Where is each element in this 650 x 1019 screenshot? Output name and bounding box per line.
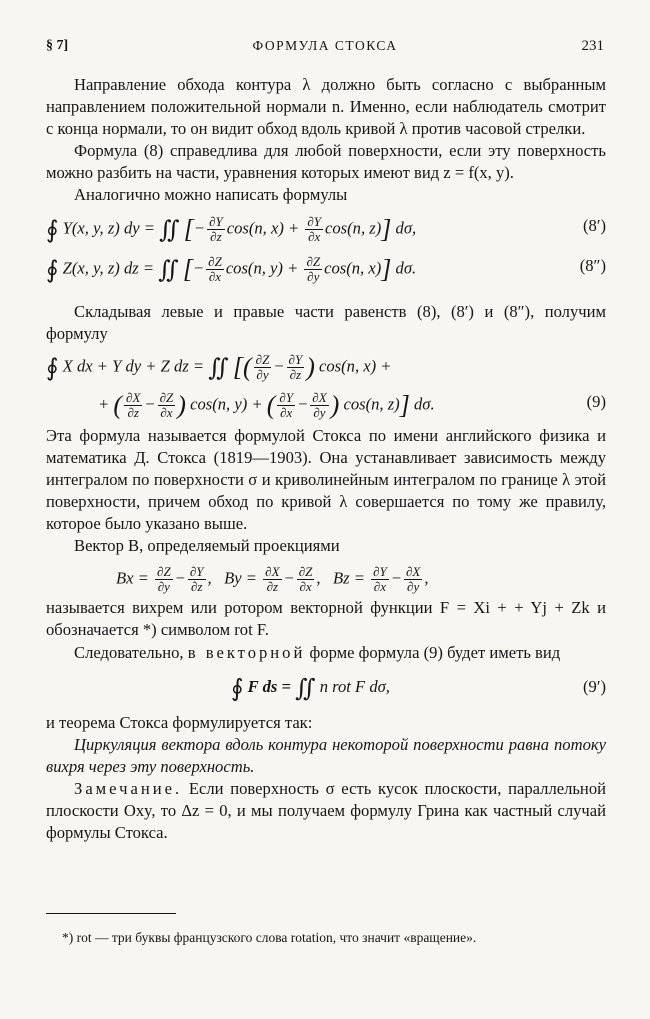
eq9-term2: cos(n, y) + xyxy=(190,394,263,414)
section-mark: § 7] xyxy=(46,38,69,53)
paragraph-5: Эта формула называется формулой Стокса по имени английского физика и математика Д. Стокса (1819—1903). Она устанавливает зависимость между интегралом по поверхности σ и криволинейным интегралом по границе λ этой поверхности, причем обход по кривой λ совершается по тому же правилу, которое было указано выше. xyxy=(46,425,606,534)
eqB-bz: Bz = xyxy=(332,568,365,588)
paragraph-8-start: Следовательно, xyxy=(74,642,184,662)
double-integral-sign: ∬ xyxy=(159,216,180,243)
double-integral-sign: ∬ xyxy=(158,256,179,283)
paragraph-10-theorem: Циркуляция вектора вдоль контура некоторой поверхности равна потоку вихря через эту поверхность. xyxy=(46,734,606,776)
paragraph-4: Складывая левые и правые части равенств (8), (8′) и (8″), получим формулу xyxy=(46,301,606,343)
eq8pp-lhs: Z(x, y, z) dz = xyxy=(62,257,155,277)
equation-9-prime xyxy=(46,664,606,712)
paragraph-11 xyxy=(46,778,606,844)
eqB-bx: Bx = xyxy=(116,568,149,588)
eq8p-lhs: Y(x, y, z) dy = xyxy=(62,217,155,237)
eq9-term1: cos(n, x) + xyxy=(319,356,392,376)
paragraph-8 xyxy=(46,642,606,664)
paragraph-7: называется вихрем или ротором векторной функции F = Xi + + Yj + Zk и обозначается *) символом rot F. xyxy=(46,598,606,640)
double-integral-sign: ∬ xyxy=(295,675,316,702)
contour-integral-sign: ∮ xyxy=(231,675,244,702)
eq8pp-term2: cos(n, x) xyxy=(324,257,382,277)
eq8p-end: dσ, xyxy=(395,217,417,237)
eq8p-number: (8′) xyxy=(583,215,606,235)
eq8p-term2: cos(n, z) xyxy=(325,217,382,237)
running-header xyxy=(46,38,604,58)
page-number: 231 xyxy=(581,38,604,54)
eqB-by: By = xyxy=(224,568,257,588)
paragraph-2: Формула (8) справедлива для любой поверхности, если эту поверхность можно разбить на части, уравнения которых имеют вид z = f(x, y). xyxy=(46,141,606,183)
page-body xyxy=(46,74,606,844)
paragraph-1: Направление обхода контура λ должно быть согласно с выбранным направлением положительной нормали n. Именно, если наблюдатель смотрит с конца нормали, то он видит обход вдоль кривой λ против часовой стрелки. xyxy=(46,75,606,139)
paragraph-8-end: форме формула (9) будет иметь вид xyxy=(309,642,561,662)
paragraph-6: Вектор B, определяемый проекциями xyxy=(74,536,340,556)
equation-B: Bx = $\frac{\partial Z}{\partial y}$ − $\frac{\partial Y}{\partial z}$ , By = $\frac{\partial X}{\partial z}$ − $\frac{\partial Z}{\partial x}$ , Bz = $\frac{\partial Y}{\partial x}$ − $\frac{\partial X}{\partial y}$ , xyxy=(116,564,429,595)
eq9-term3: cos(n, z) xyxy=(343,394,400,414)
eq9-number: (9) xyxy=(586,391,606,411)
footnote: *) rot — три буквы французского слова rotation, что значит «вращение». xyxy=(62,930,477,945)
double-integral-sign: ∬ xyxy=(208,355,229,382)
running-title: ФОРМУЛА СТОКСА xyxy=(252,38,398,53)
eq8pp-term1: cos(n, y) + xyxy=(225,257,299,277)
paragraph-9: и теорема Стокса формулируется так: xyxy=(46,712,313,732)
eq9p-lhs: F ds = xyxy=(247,676,291,696)
footnote-rule xyxy=(46,913,176,914)
contour-integral-sign: ∮ xyxy=(46,256,59,283)
eq9p-rhs: n rot F dσ, xyxy=(319,676,390,696)
equation-8-double-prime: ∮ Z(x, y, z) dz = ∬ [− $\frac{\partial Z}{\partial x}$ cos(n, y) + $\frac{\partial Z}{\partial y}$ cos(n, x)] dσ. (8″) xyxy=(46,253,606,284)
eq9-lhs: X dx + Y dy + Z dz = xyxy=(62,356,205,376)
remark-text: Если поверхность σ есть кусок плоскости, параллельной плоскости Oxy, то Δz = 0, и мы получаем формулу Грина как частный случай формулы Стокса. xyxy=(46,778,606,843)
paragraph-3: Аналогично можно написать формулы xyxy=(74,185,348,205)
eq8pp-number: (8″) xyxy=(579,255,606,275)
contour-integral-sign: ∮ xyxy=(46,355,59,382)
contour-integral-sign: ∮ xyxy=(46,216,59,243)
equation-9-line2: + ( $\frac{\partial X}{\partial z}$ − $\frac{\partial Z}{\partial x}$ ) cos(n, y) + ( $\frac{\partial Y}{\partial x}$ − $\frac{\partial X}{\partial y}$ ) cos(n, z)] dσ. (9) xyxy=(98,389,606,420)
remark-label: Замечание. xyxy=(74,778,183,798)
eq9p-number: (9′) xyxy=(583,676,606,696)
eq8pp-end: dσ. xyxy=(395,257,417,277)
equation-9-line1: ∮ X dx + Y dy + Z dz = ∬ [( $\frac{\partial Z}{\partial y}$ − $\frac{\partial Y}{\partial z}$ ) cos(n, x) + xyxy=(46,351,392,382)
equation-8-prime: ∮ Y(x, y, z) dy = ∬ [− $\frac{\partial Y}{\partial z}$ cos(n, x) + $\frac{\partial Y}{\partial x}$ cos(n, z)] dσ, (8′) xyxy=(46,213,606,244)
eq9-end: dσ. xyxy=(413,394,435,414)
paragraph-8-emphasis: в векторной xyxy=(187,642,306,662)
eq8p-term1: cos(n, x) + xyxy=(226,217,300,237)
